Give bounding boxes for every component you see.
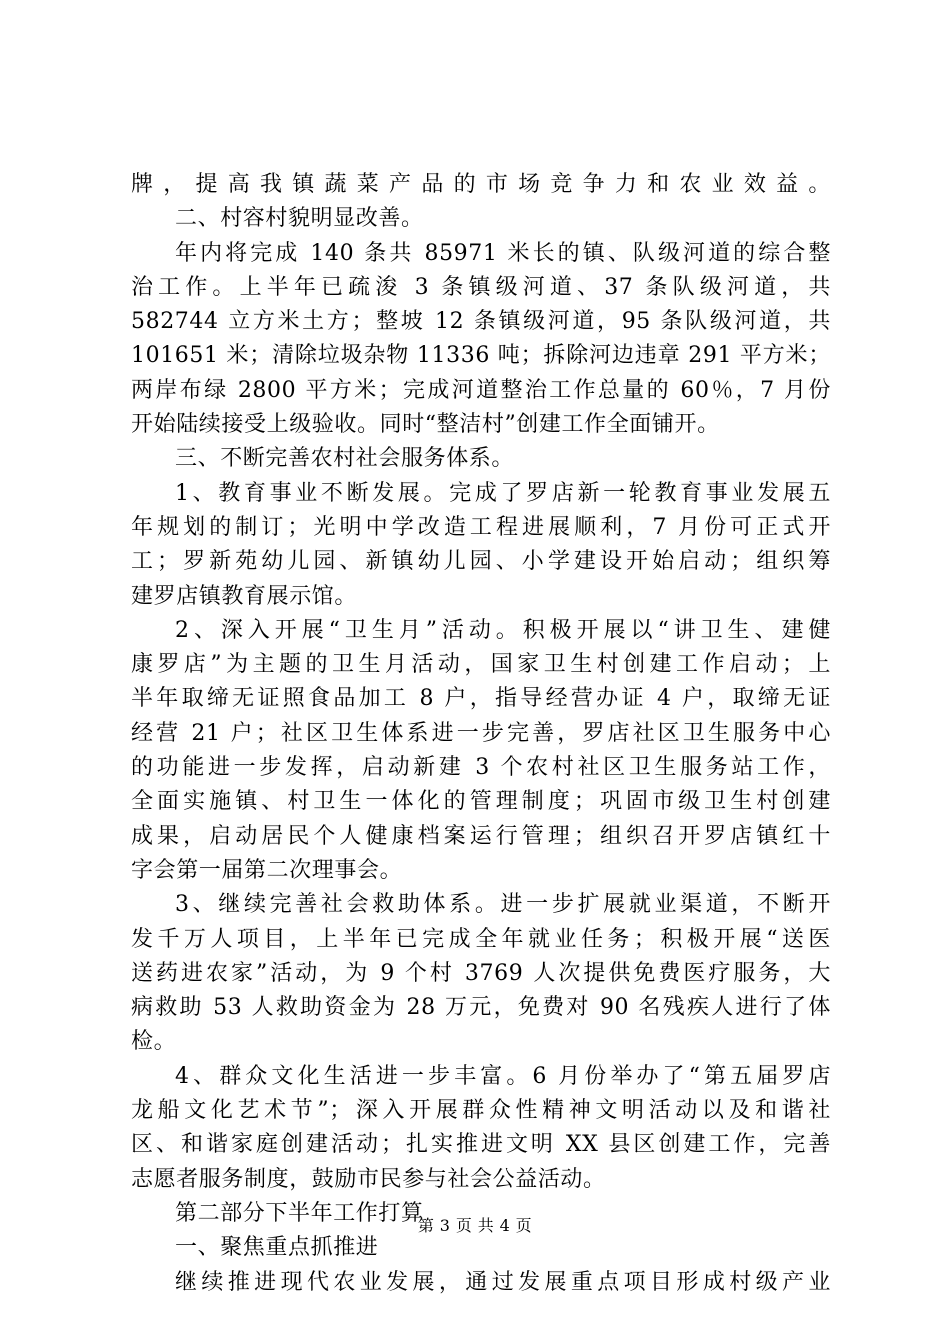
text-line: 成果，启动居民个人健康档案运行管理；组织召开罗店镇红十	[131, 823, 831, 849]
text-line: 龙船文化艺术节”；深入开展群众性精神文明活动以及和谐社	[131, 1098, 831, 1124]
text-line: 治工作。上半年已疏浚 3 条镇级河道、37 条队级河道，共	[131, 274, 831, 300]
text-line: 建罗店镇教育展示馆。	[131, 583, 358, 609]
text-line: 3、继续完善社会救助体系。进一步扩展就业渠道，不断开	[175, 892, 831, 918]
section-heading: 三、不断完善农村社会服务体系。	[175, 446, 515, 472]
text-line: 全面实施镇、村卫生一体化的管理制度；巩固市级卫生村创建	[131, 789, 831, 815]
text-line: 检。	[131, 1029, 177, 1055]
text-line: 牌，提高我镇蔬菜产品的市场竞争力和农业效益。	[131, 172, 831, 197]
text-line: 的功能进一步发挥，启动新建 3 个农村社区卫生服务站工作，	[131, 755, 831, 781]
text-line: 1、教育事业不断发展。完成了罗店新一轮教育事业发展五	[175, 480, 831, 506]
part-heading: 第二部分下半年工作打算	[175, 1200, 424, 1226]
text-line: 2、深入开展“卫生月”活动。积极开展以“讲卫生、建健	[175, 617, 831, 643]
text-line: 病救助 53 人救助资金为 28 万元，免费对 90 名残疾人进行了体	[131, 995, 831, 1021]
text-line: 字会第一届第二次理事会。	[131, 857, 403, 883]
text-line: 两岸布绿 2800 平方米；完成河道整治工作总量的 60％，7 月份	[131, 377, 831, 403]
document-body	[131, 168, 831, 1300]
text-line: 继续推进现代农业发展，通过发展重点项目形成村级产业	[175, 1269, 831, 1295]
text-line: 康罗店”为主题的卫生月活动，国家卫生村创建工作启动；上	[131, 652, 831, 678]
text-line: 半年取缔无证照食品加工 8 户，指导经营办证 4 户，取缔无证	[131, 686, 831, 712]
text-line: 4、群众文化生活进一步丰富。6 月份举办了“第五届罗店	[175, 1063, 831, 1089]
text-line: 志愿者服务制度，鼓励市民参与社会公益活动。	[131, 1166, 606, 1192]
text-line: 发千万人项目，上半年已完成全年就业任务；积极开展“送医	[131, 926, 831, 952]
text-line: 年内将完成 140 条共 85971 米长的镇、队级河道的综合整	[175, 240, 831, 266]
text-line: 101651 米；清除垃圾杂物 11336 吨；拆除河边违章 291 平方米；	[131, 343, 831, 369]
section-heading: 一、聚焦重点抓推进	[175, 1235, 379, 1261]
text-line: 年规划的制订；光明中学改造工程进展顺利，7 月份可正式开	[131, 514, 831, 540]
text-line: 开始陆续接受上级验收。同时“整洁村”创建工作全面铺开。	[131, 412, 720, 438]
section-heading: 二、村容村貌明显改善。	[175, 206, 424, 232]
text-line: 经营 21 户；社区卫生体系进一步完善，罗店社区卫生服务中心	[131, 720, 831, 746]
text-line: 582744 立方米土方；整坡 12 条镇级河道，95 条队级河道，共	[131, 309, 831, 335]
page-number-footer: 第 3 页 共 4 页	[417, 1216, 533, 1235]
text-line: 送药进农家”活动，为 9 个村 3769 人次提供免费医疗服务，大	[131, 960, 831, 986]
text-line: 工；罗新苑幼儿园、新镇幼儿园、小学建设开始启动；组织筹	[131, 549, 831, 575]
text-line: 区、和谐家庭创建活动；扎实推进文明 XX 县区创建工作，完善	[131, 1132, 831, 1158]
